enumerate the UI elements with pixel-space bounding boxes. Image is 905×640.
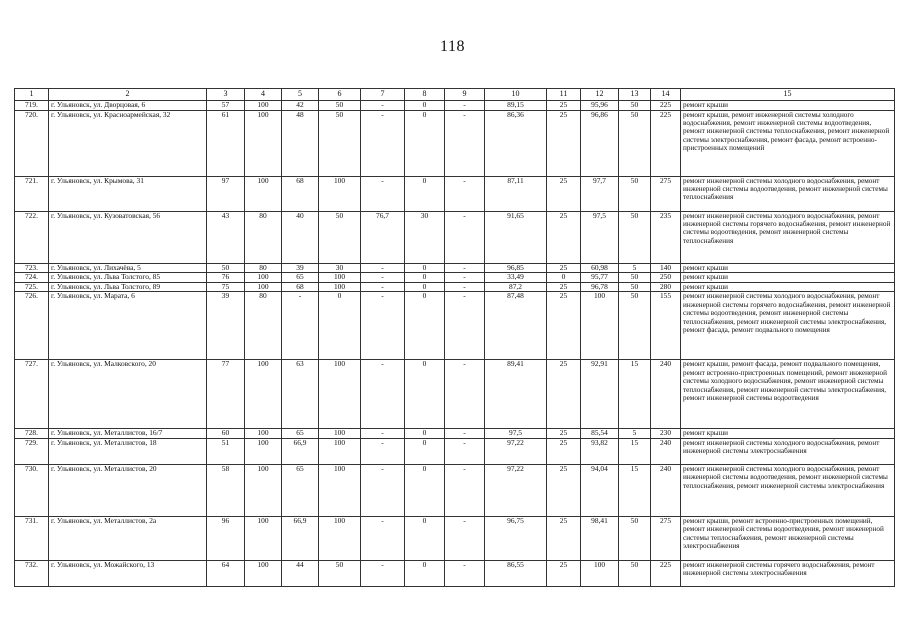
- column-header-4: 4: [245, 89, 282, 101]
- value-cell-col-8: 0: [405, 110, 445, 176]
- value-cell-col-7: -: [361, 292, 405, 360]
- value-cell-col-14: 225: [651, 110, 681, 176]
- value-cell-col-6: 30: [319, 263, 361, 273]
- works-description-cell: ремонт инженерной системы холодного водоснабжения, ремонт инженерной системы водоотведения, ремонт инженерной системы теплоснабжения, ремонт инженерной системы электроснабжения: [681, 464, 895, 516]
- value-cell-col-5: 42: [282, 101, 319, 111]
- column-header-11: 11: [547, 89, 581, 101]
- value-cell-col-4: 100: [245, 429, 282, 439]
- value-cell-col-9: -: [445, 292, 485, 360]
- row-number-cell: 731.: [15, 516, 49, 560]
- value-cell-col-10: 86,55: [485, 560, 547, 586]
- column-header-7: 7: [361, 89, 405, 101]
- value-cell-col-6: 0: [319, 292, 361, 360]
- works-description-cell: ремонт крыши: [681, 282, 895, 292]
- address-cell: г. Ульяновск, ул. Малковского, 20: [49, 360, 207, 429]
- value-cell-col-11: 25: [547, 101, 581, 111]
- row-number-cell: 727.: [15, 360, 49, 429]
- value-cell-col-4: 80: [245, 263, 282, 273]
- register-table: [14, 88, 895, 587]
- value-cell-col-6: 50: [319, 560, 361, 586]
- value-cell-col-3: 96: [207, 516, 245, 560]
- works-description-cell: ремонт инженерной системы горячего водоснабжения, ремонт инженерной системы электроснабжения: [681, 560, 895, 586]
- value-cell-col-5: 48: [282, 110, 319, 176]
- value-cell-col-13: 50: [619, 292, 651, 360]
- value-cell-col-14: 225: [651, 101, 681, 111]
- value-cell-col-10: 97,22: [485, 464, 547, 516]
- value-cell-col-11: 25: [547, 429, 581, 439]
- value-cell-col-4: 100: [245, 101, 282, 111]
- table-row: [15, 516, 895, 560]
- value-cell-col-12: 100: [581, 292, 619, 360]
- table-row: [15, 464, 895, 516]
- works-description-cell: ремонт инженерной системы холодного водоснабжения, ремонт инженерной системы горячего водоснабжения, ремонт инженерной системы водоотведения, ремонт инженерной системы теплоснабжения, ремонт инженерной системы электроснабжения, ремонт фасада, ремонт подвального помещения: [681, 292, 895, 360]
- value-cell-col-13: 50: [619, 560, 651, 586]
- value-cell-col-3: 77: [207, 360, 245, 429]
- works-description-cell: ремонт крыши: [681, 273, 895, 283]
- value-cell-col-14: 140: [651, 263, 681, 273]
- value-cell-col-6: 100: [319, 464, 361, 516]
- value-cell-col-5: -: [282, 292, 319, 360]
- value-cell-col-14: 235: [651, 211, 681, 263]
- value-cell-col-8: 0: [405, 429, 445, 439]
- value-cell-col-14: 275: [651, 516, 681, 560]
- value-cell-col-6: 100: [319, 360, 361, 429]
- table-row: [15, 560, 895, 586]
- value-cell-col-14: 225: [651, 560, 681, 586]
- value-cell-col-4: 100: [245, 560, 282, 586]
- value-cell-col-5: 66,9: [282, 438, 319, 464]
- address-cell: г. Ульяновск, ул. Льва Толстого, 85: [49, 273, 207, 283]
- value-cell-col-8: 0: [405, 101, 445, 111]
- value-cell-col-12: 85,54: [581, 429, 619, 439]
- table-row: [15, 263, 895, 273]
- value-cell-col-9: -: [445, 282, 485, 292]
- value-cell-col-3: 75: [207, 282, 245, 292]
- table-row: [15, 211, 895, 263]
- works-description-cell: ремонт крыши: [681, 263, 895, 273]
- value-cell-col-9: -: [445, 110, 485, 176]
- value-cell-col-11: 25: [547, 110, 581, 176]
- value-cell-col-13: 50: [619, 110, 651, 176]
- value-cell-col-9: -: [445, 429, 485, 439]
- value-cell-col-11: 25: [547, 438, 581, 464]
- value-cell-col-10: 86,36: [485, 110, 547, 176]
- value-cell-col-4: 100: [245, 282, 282, 292]
- works-description-cell: ремонт крыши, ремонт встроенно-пристроенных помещений, ремонт инженерной системы водоотведения, ремонт инженерной системы теплоснабжения, ремонт инженерной системы электроснабжения: [681, 516, 895, 560]
- value-cell-col-6: 100: [319, 429, 361, 439]
- value-cell-col-12: 98,41: [581, 516, 619, 560]
- value-cell-col-13: 5: [619, 429, 651, 439]
- value-cell-col-3: 76: [207, 273, 245, 283]
- address-cell: г. Ульяновск, ул. Красноармейская, 32: [49, 110, 207, 176]
- value-cell-col-4: 100: [245, 464, 282, 516]
- value-cell-col-13: 50: [619, 176, 651, 211]
- row-number-cell: 732.: [15, 560, 49, 586]
- address-cell: г. Ульяновск, ул. Крымова, 31: [49, 176, 207, 211]
- value-cell-col-7: -: [361, 360, 405, 429]
- value-cell-col-12: 60,98: [581, 263, 619, 273]
- value-cell-col-8: 0: [405, 282, 445, 292]
- value-cell-col-7: -: [361, 282, 405, 292]
- value-cell-col-11: 25: [547, 292, 581, 360]
- value-cell-col-4: 100: [245, 360, 282, 429]
- value-cell-col-11: 25: [547, 282, 581, 292]
- row-number-cell: 726.: [15, 292, 49, 360]
- value-cell-col-9: -: [445, 101, 485, 111]
- value-cell-col-12: 95,96: [581, 101, 619, 111]
- value-cell-col-9: -: [445, 263, 485, 273]
- value-cell-col-10: 87,2: [485, 282, 547, 292]
- table-row: [15, 429, 895, 439]
- value-cell-col-5: 44: [282, 560, 319, 586]
- table-body: [15, 101, 895, 587]
- row-number-cell: 730.: [15, 464, 49, 516]
- works-description-cell: ремонт крыши: [681, 101, 895, 111]
- address-cell: г. Ульяновск, ул. Металлистов, 20: [49, 464, 207, 516]
- value-cell-col-5: 68: [282, 282, 319, 292]
- value-cell-col-12: 94,04: [581, 464, 619, 516]
- table-row: [15, 360, 895, 429]
- value-cell-col-8: 0: [405, 176, 445, 211]
- value-cell-col-10: 91,65: [485, 211, 547, 263]
- value-cell-col-5: 39: [282, 263, 319, 273]
- value-cell-col-3: 51: [207, 438, 245, 464]
- address-cell: г. Ульяновск, ул. Можайского, 13: [49, 560, 207, 586]
- value-cell-col-14: 230: [651, 429, 681, 439]
- address-cell: г. Ульяновск, ул. Марата, 6: [49, 292, 207, 360]
- works-description-cell: ремонт крыши, ремонт фасада, ремонт подвального помещения, ремонт встроенно-пристроенных помещений, ремонт инженерной системы холодного водоснабжения, ремонт инженерной системы теплоснабжения, ремонт инженерной системы электроснабжения, ремонт инженерной системы водоотведения: [681, 360, 895, 429]
- value-cell-col-8: 0: [405, 438, 445, 464]
- address-cell: г. Ульяновск, ул. Лихачёва, 5: [49, 263, 207, 273]
- value-cell-col-10: 87,11: [485, 176, 547, 211]
- row-number-cell: 720.: [15, 110, 49, 176]
- value-cell-col-7: 76,7: [361, 211, 405, 263]
- works-description-cell: ремонт инженерной системы холодного водоснабжения, ремонт инженерной системы электроснабжения: [681, 438, 895, 464]
- address-cell: г. Ульяновск, ул. Металлистов, 18: [49, 438, 207, 464]
- value-cell-col-7: -: [361, 176, 405, 211]
- value-cell-col-11: 25: [547, 360, 581, 429]
- value-cell-col-12: 97,5: [581, 211, 619, 263]
- value-cell-col-6: 50: [319, 101, 361, 111]
- value-cell-col-6: 100: [319, 516, 361, 560]
- header-row: [15, 89, 895, 101]
- value-cell-col-9: -: [445, 464, 485, 516]
- value-cell-col-12: 96,78: [581, 282, 619, 292]
- value-cell-col-3: 64: [207, 560, 245, 586]
- value-cell-col-12: 97,7: [581, 176, 619, 211]
- works-description-cell: ремонт инженерной системы холодного водоснабжения, ремонт инженерной системы горячего водоснабжения, ремонт инженерной системы водоотведения, ремонт инженерной системы теплоснабжения: [681, 211, 895, 263]
- value-cell-col-13: 15: [619, 360, 651, 429]
- value-cell-col-8: 0: [405, 360, 445, 429]
- table-row: [15, 101, 895, 111]
- value-cell-col-14: 240: [651, 438, 681, 464]
- value-cell-col-11: 25: [547, 176, 581, 211]
- address-cell: г. Ульяновск, ул. Кузоватовская, 56: [49, 211, 207, 263]
- value-cell-col-3: 61: [207, 110, 245, 176]
- value-cell-col-5: 65: [282, 429, 319, 439]
- value-cell-col-8: 0: [405, 560, 445, 586]
- value-cell-col-4: 100: [245, 110, 282, 176]
- value-cell-col-11: 25: [547, 211, 581, 263]
- table-row: [15, 282, 895, 292]
- value-cell-col-13: 15: [619, 464, 651, 516]
- value-cell-col-3: 39: [207, 292, 245, 360]
- value-cell-col-10: 96,75: [485, 516, 547, 560]
- value-cell-col-9: -: [445, 438, 485, 464]
- value-cell-col-12: 95,77: [581, 273, 619, 283]
- value-cell-col-13: 50: [619, 211, 651, 263]
- value-cell-col-11: 25: [547, 464, 581, 516]
- value-cell-col-4: 100: [245, 516, 282, 560]
- value-cell-col-5: 65: [282, 273, 319, 283]
- value-cell-col-12: 96,86: [581, 110, 619, 176]
- value-cell-col-12: 92,91: [581, 360, 619, 429]
- value-cell-col-3: 97: [207, 176, 245, 211]
- value-cell-col-11: 25: [547, 516, 581, 560]
- value-cell-col-10: 97,5: [485, 429, 547, 439]
- row-number-cell: 719.: [15, 101, 49, 111]
- value-cell-col-13: 50: [619, 516, 651, 560]
- value-cell-col-3: 58: [207, 464, 245, 516]
- value-cell-col-7: -: [361, 560, 405, 586]
- value-cell-col-3: 50: [207, 263, 245, 273]
- column-header-10: 10: [485, 89, 547, 101]
- value-cell-col-14: 250: [651, 273, 681, 283]
- row-number-cell: 722.: [15, 211, 49, 263]
- column-header-3: 3: [207, 89, 245, 101]
- value-cell-col-10: 96,85: [485, 263, 547, 273]
- column-header-6: 6: [319, 89, 361, 101]
- works-description-cell: ремонт инженерной системы холодного водоснабжения, ремонт инженерной системы водоотведения, ремонт инженерной системы теплоснабжения: [681, 176, 895, 211]
- address-cell: г. Ульяновск, ул. Дворцовая, 6: [49, 101, 207, 111]
- address-cell: г. Ульяновск, ул. Металлистов, 16/7: [49, 429, 207, 439]
- column-header-5: 5: [282, 89, 319, 101]
- value-cell-col-3: 57: [207, 101, 245, 111]
- value-cell-col-14: 240: [651, 360, 681, 429]
- value-cell-col-14: 155: [651, 292, 681, 360]
- row-number-cell: 728.: [15, 429, 49, 439]
- register-table-container: [14, 88, 894, 587]
- value-cell-col-8: 0: [405, 273, 445, 283]
- value-cell-col-13: 50: [619, 273, 651, 283]
- address-cell: г. Ульяновск, ул. Металлистов, 2а: [49, 516, 207, 560]
- table-row: [15, 110, 895, 176]
- value-cell-col-3: 60: [207, 429, 245, 439]
- value-cell-col-8: 0: [405, 464, 445, 516]
- value-cell-col-9: -: [445, 273, 485, 283]
- page-number: 118: [440, 38, 465, 55]
- value-cell-col-6: 50: [319, 211, 361, 263]
- value-cell-col-7: -: [361, 263, 405, 273]
- value-cell-col-8: 0: [405, 516, 445, 560]
- value-cell-col-6: 100: [319, 282, 361, 292]
- value-cell-col-4: 100: [245, 438, 282, 464]
- column-header-8: 8: [405, 89, 445, 101]
- value-cell-col-9: -: [445, 176, 485, 211]
- column-header-1: 1: [15, 89, 49, 101]
- value-cell-col-14: 240: [651, 464, 681, 516]
- value-cell-col-13: 5: [619, 263, 651, 273]
- table-row: [15, 176, 895, 211]
- works-description-cell: ремонт крыши, ремонт инженерной системы холодного водоснабжения, ремонт инженерной системы водоотведения, ремонт инженерной системы теплоснабжения, ремонт инженерной системы электроснабжения, ремонт фасада, ремонт встроенно-пристроенных помещений: [681, 110, 895, 176]
- value-cell-col-13: 50: [619, 101, 651, 111]
- value-cell-col-6: 50: [319, 110, 361, 176]
- value-cell-col-11: 25: [547, 263, 581, 273]
- value-cell-col-12: 93,82: [581, 438, 619, 464]
- column-header-15: 15: [681, 89, 895, 101]
- value-cell-col-5: 66,9: [282, 516, 319, 560]
- value-cell-col-10: 87,48: [485, 292, 547, 360]
- row-number-cell: 725.: [15, 282, 49, 292]
- value-cell-col-5: 65: [282, 464, 319, 516]
- value-cell-col-10: 33,49: [485, 273, 547, 283]
- value-cell-col-8: 0: [405, 263, 445, 273]
- value-cell-col-7: -: [361, 516, 405, 560]
- value-cell-col-8: 30: [405, 211, 445, 263]
- value-cell-col-9: -: [445, 360, 485, 429]
- value-cell-col-11: 25: [547, 560, 581, 586]
- column-header-12: 12: [581, 89, 619, 101]
- value-cell-col-10: 89,41: [485, 360, 547, 429]
- value-cell-col-7: -: [361, 464, 405, 516]
- column-header-13: 13: [619, 89, 651, 101]
- table-row: [15, 438, 895, 464]
- value-cell-col-7: -: [361, 429, 405, 439]
- value-cell-col-6: 100: [319, 273, 361, 283]
- value-cell-col-6: 100: [319, 438, 361, 464]
- value-cell-col-9: -: [445, 560, 485, 586]
- value-cell-col-8: 0: [405, 292, 445, 360]
- row-number-cell: 724.: [15, 273, 49, 283]
- column-header-14: 14: [651, 89, 681, 101]
- value-cell-col-4: 80: [245, 292, 282, 360]
- value-cell-col-9: -: [445, 211, 485, 263]
- table-row: [15, 273, 895, 283]
- value-cell-col-5: 68: [282, 176, 319, 211]
- value-cell-col-14: 280: [651, 282, 681, 292]
- works-description-cell: ремонт крыши: [681, 429, 895, 439]
- value-cell-col-7: -: [361, 438, 405, 464]
- value-cell-col-10: 97,22: [485, 438, 547, 464]
- value-cell-col-3: 43: [207, 211, 245, 263]
- value-cell-col-4: 80: [245, 211, 282, 263]
- address-cell: г. Ульяновск, ул. Льва Толстого, 89: [49, 282, 207, 292]
- value-cell-col-12: 100: [581, 560, 619, 586]
- value-cell-col-6: 100: [319, 176, 361, 211]
- value-cell-col-5: 63: [282, 360, 319, 429]
- value-cell-col-14: 275: [651, 176, 681, 211]
- value-cell-col-4: 100: [245, 176, 282, 211]
- column-header-2: 2: [49, 89, 207, 101]
- value-cell-col-13: 50: [619, 282, 651, 292]
- value-cell-col-7: -: [361, 110, 405, 176]
- row-number-cell: 729.: [15, 438, 49, 464]
- value-cell-col-5: 40: [282, 211, 319, 263]
- value-cell-col-9: -: [445, 516, 485, 560]
- column-header-9: 9: [445, 89, 485, 101]
- table-row: [15, 292, 895, 360]
- value-cell-col-11: 0: [547, 273, 581, 283]
- row-number-cell: 723.: [15, 263, 49, 273]
- value-cell-col-7: -: [361, 101, 405, 111]
- row-number-cell: 721.: [15, 176, 49, 211]
- value-cell-col-13: 15: [619, 438, 651, 464]
- value-cell-col-4: 100: [245, 273, 282, 283]
- value-cell-col-7: -: [361, 273, 405, 283]
- value-cell-col-10: 89,15: [485, 101, 547, 111]
